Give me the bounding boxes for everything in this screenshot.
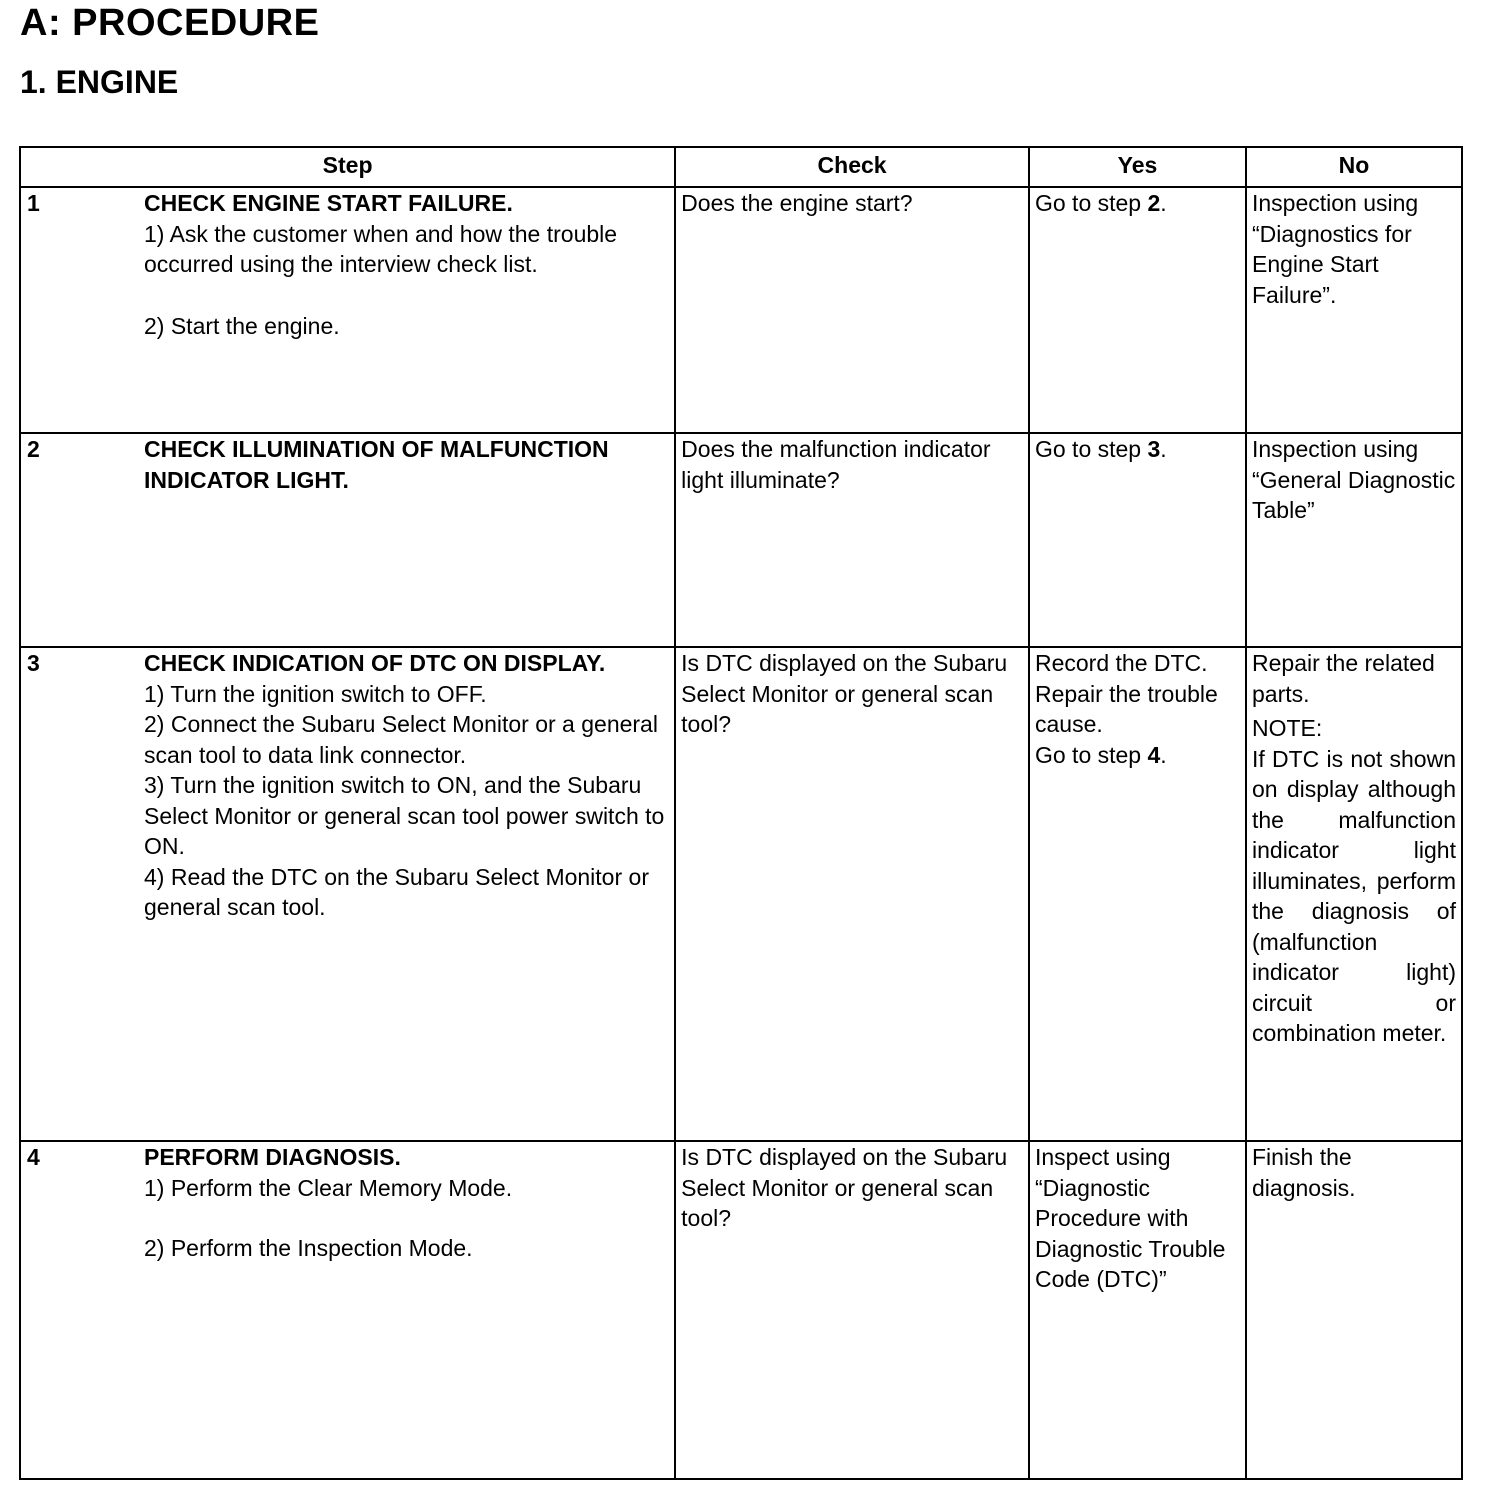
table-row [20, 187, 1462, 433]
note-text: If DTC is not shown on display although the malfunction indicator light illuminates, perform the diagnosis of (malfunction indicator light) circuit or combination meter. [1252, 745, 1456, 1046]
yes-step-ref: 4 [1147, 741, 1161, 768]
no-cell [1246, 647, 1462, 1141]
step-title: CHECK ENGINE START FAILURE. [144, 190, 513, 216]
step-cell [20, 433, 675, 647]
header-check: Check [675, 147, 1029, 187]
step-cell [20, 1141, 675, 1479]
substep: 2) Start the engine. [144, 312, 340, 339]
substep: 4) Read the DTC on the Subaru Select Monitor or general scan tool. [144, 863, 649, 920]
table-row [20, 433, 1462, 647]
step-number: 4 [27, 1144, 40, 1170]
yes-step-ref: 3 [1147, 436, 1161, 462]
substep: 2) Perform the Inspection Mode. [144, 1235, 473, 1261]
header-yes: Yes [1029, 147, 1246, 187]
substep: 3) Turn the ignition switch to ON, and the Subaru Select Monitor or general scan tool power switch to ON. [144, 772, 665, 859]
substep: 1) Turn the ignition switch to OFF. [144, 680, 487, 707]
table-header-row [20, 147, 1462, 187]
yes-line: Repair the trouble cause. [1034, 680, 1218, 737]
substep: 2) Connect the Subaru Select Monitor or a general scan tool to data link connector. [144, 711, 658, 768]
yes-cell: Inspect using “Diagnostic Procedure with Diagnostic Trouble Code (DTC)” [1029, 1141, 1246, 1479]
header-no: No [1246, 147, 1462, 187]
yes-text: Go to step [1034, 436, 1148, 462]
check-cell: Does the engine start? [675, 187, 1029, 433]
yes-text: Go to step [1034, 741, 1148, 768]
check-cell: Is DTC displayed on the Subaru Select Monitor or general scan tool? [675, 647, 1029, 1141]
check-cell: Is DTC displayed on the Subaru Select Monitor or general scan tool? [675, 1141, 1029, 1479]
section-title: A: PROCEDURE [20, 2, 320, 44]
step-cell [20, 187, 675, 433]
step-number: 1 [27, 190, 40, 216]
substep: 1) Ask the customer when and how the trouble occurred using the interview check list. [144, 220, 618, 277]
yes-line: Record the DTC. [1034, 650, 1208, 676]
subsection-title: 1. ENGINE [20, 64, 179, 100]
header-step: Step [20, 147, 675, 187]
check-cell: Does the malfunction indicator light illuminate? [675, 433, 1029, 647]
substep: 1) Perform the Clear Memory Mode. [144, 1174, 513, 1201]
no-cell: Inspection using “Diagnostics for Engine Start Failure”. [1246, 187, 1462, 433]
no-cell: Finish the diagnosis. [1246, 1141, 1462, 1479]
procedure-table [19, 146, 1463, 1480]
yes-cell [1029, 433, 1246, 647]
yes-suffix: . [1160, 436, 1167, 462]
table-row [20, 647, 1462, 1141]
step-title: CHECK ILLUMINATION OF MALFUNCTION INDICATOR LIGHT. [144, 436, 609, 493]
no-text: Repair the related parts. [1252, 650, 1435, 707]
step-title: CHECK INDICATION OF DTC ON DISPLAY. [144, 650, 606, 676]
step-number: 2 [27, 436, 40, 462]
yes-step-ref: 2 [1147, 190, 1161, 216]
yes-text: Go to step [1034, 190, 1148, 216]
step-title: PERFORM DIAGNOSIS. [144, 1144, 401, 1170]
table-row [20, 1141, 1462, 1479]
yes-cell [1029, 187, 1246, 433]
yes-suffix: . [1160, 190, 1167, 216]
step-cell [20, 647, 675, 1141]
step-number: 3 [27, 650, 40, 676]
no-cell: Inspection using “General Diagnostic Table” [1246, 433, 1462, 647]
yes-suffix: . [1160, 741, 1167, 768]
note-label: NOTE: [1252, 715, 1323, 741]
yes-cell [1029, 647, 1246, 1141]
